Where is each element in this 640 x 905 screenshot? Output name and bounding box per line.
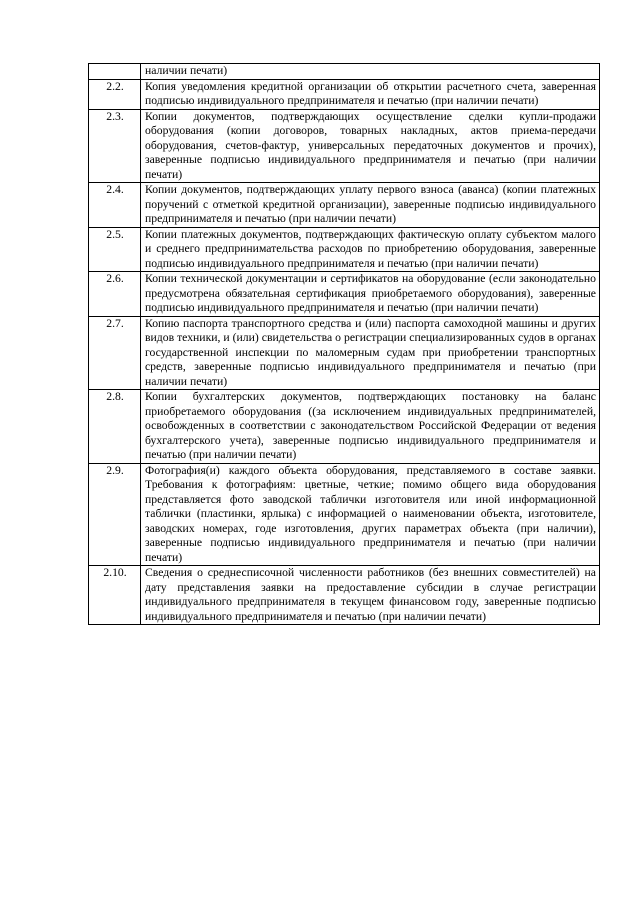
table-row <box>89 272 600 317</box>
row-text: Копию паспорта транспортного средства и (или) паспорта самоходной машины и других видов техники, и (или) свидетельства о регистрации специализированных судов в органах государственной инспекции по маломерным судам при приобретении транспортных средств, заверенные подписью индивидуального предпринимателя и печатью (при наличии печати) <box>141 316 600 390</box>
row-number: 2.6. <box>89 272 141 317</box>
row-text: Фотография(и) каждого объекта оборудования, представляемого в составе заявки. Требования к фотографиям: цветные, четкие; помимо общего вида оборудования представляется фото заводской таблички изготовителя или иной информационной таблички (пластинки, ярлыка) с информацией о наименовании объекта, изготовителе, заводских номерах, годе изготовления, других параметрах объекта (при наличии), заверенные подписью индивидуального предпринимателя и печатью (при наличии печати) <box>141 463 600 566</box>
row-text: Сведения о среднесписочной численности работников (без внешних совместителей) на дату представления заявки на предоставление субсидии в случае регистрации индивидуального предпринимателя в текущем финансовом году, заверенные подписью индивидуального предпринимателя и печатью (при наличии печати) <box>141 566 600 625</box>
row-text: Копии бухгалтерских документов, подтверждающих постановку на баланс приобретаемого оборудования ((за исключением индивидуальных предпринимателей, освобожденных в соответствии с законодательством Российской Федерации от ведения бухгалтерского учета), заверенные подписью индивидуального предпринимателя и печатью (при наличии печати) <box>141 390 600 464</box>
documents-table <box>88 63 600 625</box>
row-number: 2.2. <box>89 79 141 109</box>
table-row <box>89 64 600 80</box>
table-row <box>89 390 600 464</box>
row-number: 2.9. <box>89 463 141 566</box>
row-number: 2.10. <box>89 566 141 625</box>
row-text: наличии печати) <box>141 64 600 80</box>
row-number: 2.3. <box>89 109 141 183</box>
row-number: 2.7. <box>89 316 141 390</box>
row-text: Копия уведомления кредитной организации об открытии расчетного счета, заверенная подписью индивидуального предпринимателя и печатью (при наличии печати) <box>141 79 600 109</box>
table-row <box>89 463 600 566</box>
row-number <box>89 64 141 80</box>
row-text: Копии документов, подтверждающих уплату первого взноса (аванса) (копии платежных поручений с отметкой кредитной организации), заверенные подписью индивидуального предпринимателя и печатью (при наличии печати) <box>141 183 600 228</box>
table-row <box>89 566 600 625</box>
row-number: 2.4. <box>89 183 141 228</box>
table-row <box>89 227 600 272</box>
table-row <box>89 79 600 109</box>
row-text: Копии документов, подтверждающих осуществление сделки купли-продажи оборудования (копии договоров, товарных накладных, актов приема-передачи оборудования, счетов-фактур, универсальных передаточных документов и прочих), заверенные подписью индивидуального предпринимателя и печатью (при наличии печати) <box>141 109 600 183</box>
row-text: Копии платежных документов, подтверждающих фактическую оплату субъектом малого и среднего предпринимательства расходов по приобретению оборудования, заверенные подписью индивидуального предпринимателя и печатью (при наличии печати) <box>141 227 600 272</box>
row-number: 2.5. <box>89 227 141 272</box>
table-row <box>89 183 600 228</box>
table-row <box>89 109 600 183</box>
table-row <box>89 316 600 390</box>
row-number: 2.8. <box>89 390 141 464</box>
row-text: Копии технической документации и сертификатов на оборудование (если законодательно предусмотрена обязательная сертификация приобретаемого оборудования), заверенные подписью индивидуального предпринимателя и печатью (при наличии печати) <box>141 272 600 317</box>
